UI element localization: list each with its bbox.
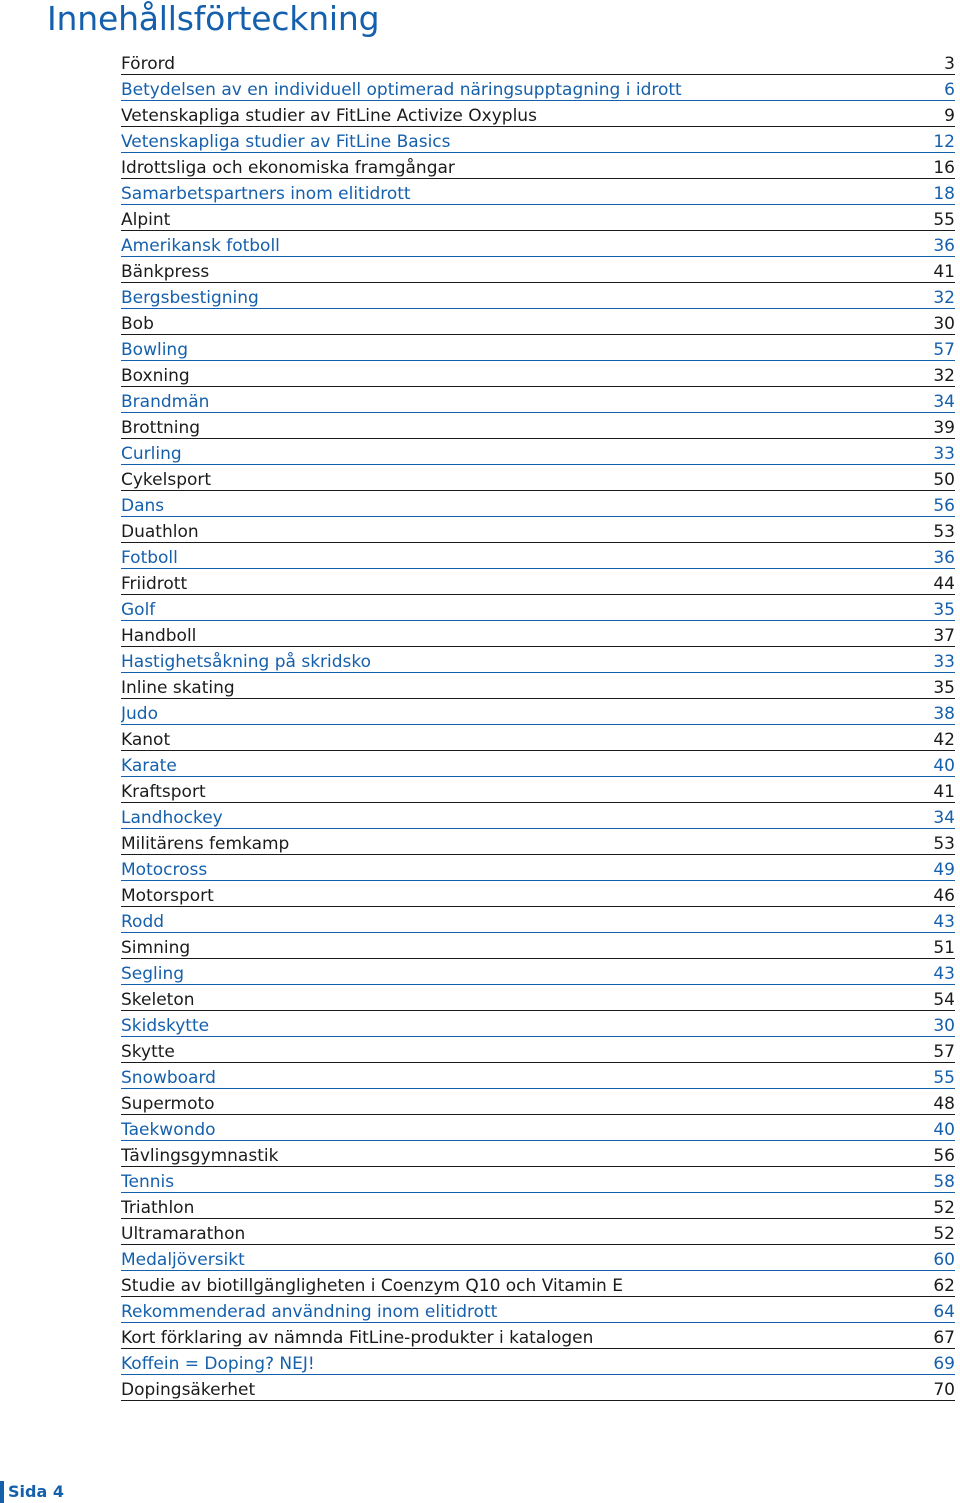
toc-entry[interactable] <box>121 1323 955 1349</box>
toc-entry-title: Bowling <box>121 340 188 360</box>
toc-entry[interactable] <box>121 907 955 933</box>
toc-entry[interactable] <box>121 1089 955 1115</box>
toc-entry-page-number: 46 <box>933 886 955 906</box>
toc-entry[interactable] <box>121 153 955 179</box>
toc-entry[interactable] <box>121 1167 955 1193</box>
toc-entry[interactable] <box>121 777 955 803</box>
toc-entry-page-number: 57 <box>933 1042 955 1062</box>
toc-entry-title: Karate <box>121 756 177 776</box>
toc-entry-title: Kanot <box>121 730 171 750</box>
toc-entry-title: Dopingsäkerhet <box>121 1380 256 1400</box>
toc-entry-title: Skeleton <box>121 990 195 1010</box>
toc-entry-page-number: 32 <box>933 288 955 308</box>
toc-entry-page-number: 55 <box>933 210 955 230</box>
toc-entry-title: Tennis <box>121 1172 175 1192</box>
toc-entry[interactable] <box>121 257 955 283</box>
toc-entry-page-number: 69 <box>933 1354 955 1374</box>
toc-entry-page-number: 56 <box>933 1146 955 1166</box>
toc-entry[interactable] <box>121 335 955 361</box>
toc-entry-title: Koffein = Doping? NEJ! <box>121 1354 315 1374</box>
toc-entry-page-number: 36 <box>933 548 955 568</box>
toc-entry-title: Förord <box>121 54 176 74</box>
toc-entry-page-number: 12 <box>933 132 955 152</box>
toc-entry[interactable] <box>121 829 955 855</box>
toc-entry-title: Idrottsliga och ekonomiska framgångar <box>121 158 455 178</box>
toc-entry[interactable] <box>121 517 955 543</box>
toc-entry-title: Brottning <box>121 418 201 438</box>
toc-entry-title: Militärens femkamp <box>121 834 290 854</box>
toc-entry[interactable] <box>121 933 955 959</box>
toc-entry[interactable] <box>121 1141 955 1167</box>
toc-entry-title: Cykelsport <box>121 470 212 490</box>
toc-entry[interactable] <box>121 1193 955 1219</box>
toc-entry-title: Handboll <box>121 626 197 646</box>
toc-entry-page-number: 56 <box>933 496 955 516</box>
toc-entry-page-number: 30 <box>933 1016 955 1036</box>
toc-entry-page-number: 55 <box>933 1068 955 1088</box>
toc-entry-title: Bob <box>121 314 154 334</box>
toc-entry-page-number: 16 <box>933 158 955 178</box>
toc-entry[interactable] <box>121 881 955 907</box>
toc-entry-page-number: 6 <box>944 80 955 100</box>
footer-accent-bar <box>0 1481 4 1503</box>
toc-entry-page-number: 60 <box>933 1250 955 1270</box>
toc-entry-page-number: 51 <box>933 938 955 958</box>
page-title: Innehållsförteckning <box>47 0 380 38</box>
toc-entry-page-number: 70 <box>933 1380 955 1400</box>
toc-entry-page-number: 52 <box>933 1198 955 1218</box>
toc-entry-title: Amerikansk fotboll <box>121 236 280 256</box>
toc-entry[interactable] <box>121 595 955 621</box>
toc-entry[interactable] <box>121 127 955 153</box>
toc-entry-page-number: 3 <box>944 54 955 74</box>
toc-entry-title: Segling <box>121 964 185 984</box>
toc-entry-title: Skytte <box>121 1042 175 1062</box>
toc-entry-title: Medaljöversikt <box>121 1250 245 1270</box>
toc-entry-page-number: 44 <box>933 574 955 594</box>
toc-entry[interactable] <box>121 491 955 517</box>
toc-entry[interactable] <box>121 725 955 751</box>
toc-entry-title: Rekommenderad användning inom elitidrott <box>121 1302 498 1322</box>
toc-entry-title: Duathlon <box>121 522 199 542</box>
toc-entry-title: Motocross <box>121 860 208 880</box>
toc-entry-page-number: 33 <box>933 444 955 464</box>
toc-entry-page-number: 36 <box>933 236 955 256</box>
toc-entry-page-number: 48 <box>933 1094 955 1114</box>
toc-entry-page-number: 67 <box>933 1328 955 1348</box>
toc-entry[interactable] <box>121 413 955 439</box>
toc-entry-page-number: 39 <box>933 418 955 438</box>
toc-entry[interactable] <box>121 647 955 673</box>
toc-entry-title: Friidrott <box>121 574 188 594</box>
toc-entry-page-number: 57 <box>933 340 955 360</box>
toc-entry[interactable] <box>121 673 955 699</box>
toc-entry[interactable] <box>121 283 955 309</box>
toc-entry-page-number: 52 <box>933 1224 955 1244</box>
toc-entry-title: Taekwondo <box>121 1120 216 1140</box>
toc-entry[interactable] <box>121 1245 955 1271</box>
toc-entry-page-number: 30 <box>933 314 955 334</box>
toc-entry[interactable] <box>121 179 955 205</box>
toc-entry-title: Curling <box>121 444 182 464</box>
toc-entry[interactable] <box>121 569 955 595</box>
toc-entry[interactable] <box>121 1037 955 1063</box>
toc-entry-title: Landhockey <box>121 808 223 828</box>
toc-entry[interactable] <box>121 1271 955 1297</box>
toc-entry[interactable] <box>121 205 955 231</box>
toc-entry[interactable] <box>121 309 955 335</box>
toc-entry[interactable] <box>121 1349 955 1375</box>
toc-entry-title: Brandmän <box>121 392 210 412</box>
toc-entry-title: Boxning <box>121 366 190 386</box>
toc-entry-page-number: 53 <box>933 834 955 854</box>
toc-entry-title: Dans <box>121 496 165 516</box>
toc-entry[interactable] <box>121 803 955 829</box>
toc-entry-title: Golf <box>121 600 156 620</box>
toc-entry-title: Supermoto <box>121 1094 215 1114</box>
toc-entry-title: Judo <box>121 704 158 724</box>
toc-entry-page-number: 62 <box>933 1276 955 1296</box>
toc-entry[interactable] <box>121 1219 955 1245</box>
toc-entry-title: Hastighetsåkning på skridsko <box>121 652 372 672</box>
toc-entry-title: Vetenskapliga studier av FitLine Activize Oxyplus <box>121 106 537 126</box>
toc-entry[interactable] <box>121 699 955 725</box>
toc-entry-page-number: 41 <box>933 262 955 282</box>
toc-entry-title: Motorsport <box>121 886 214 906</box>
toc-entry[interactable] <box>121 1297 955 1323</box>
toc-entry-title: Samarbetspartners inom elitidrott <box>121 184 411 204</box>
toc-entry-title: Alpint <box>121 210 171 230</box>
toc-entry-page-number: 53 <box>933 522 955 542</box>
toc-entry-page-number: 34 <box>933 392 955 412</box>
toc-entry[interactable] <box>121 1115 955 1141</box>
toc-entry[interactable] <box>121 751 955 777</box>
toc-entry-title: Fotboll <box>121 548 178 568</box>
toc-entry-title: Skidskytte <box>121 1016 210 1036</box>
toc-entry-title: Snowboard <box>121 1068 216 1088</box>
toc-entry-page-number: 64 <box>933 1302 955 1322</box>
toc-entry[interactable] <box>121 543 955 569</box>
toc-entry[interactable] <box>121 231 955 257</box>
toc-entry-title: Tävlingsgymnastik <box>121 1146 279 1166</box>
toc-entry-title: Inline skating <box>121 678 235 698</box>
toc-entry[interactable] <box>121 959 955 985</box>
toc-entry[interactable] <box>121 49 955 75</box>
toc-entry-title: Betydelsen av en individuell optimerad näringsupptagning i idrott <box>121 80 682 100</box>
table-of-contents <box>121 49 955 1401</box>
toc-entry-page-number: 49 <box>933 860 955 880</box>
toc-entry-title: Bergsbestigning <box>121 288 259 308</box>
toc-entry[interactable] <box>121 855 955 881</box>
toc-entry[interactable] <box>121 1063 955 1089</box>
toc-entry-title: Studie av biotillgängligheten i Coenzym Q10 och Vitamin E <box>121 1276 623 1296</box>
toc-entry-page-number: 58 <box>933 1172 955 1192</box>
toc-entry-page-number: 41 <box>933 782 955 802</box>
toc-entry-title: Kort förklaring av nämnda FitLine-produkter i katalogen <box>121 1328 594 1348</box>
toc-entry-title: Triathlon <box>121 1198 195 1218</box>
toc-entry[interactable] <box>121 361 955 387</box>
toc-entry[interactable] <box>121 387 955 413</box>
toc-entry[interactable] <box>121 1375 955 1401</box>
toc-entry-page-number: 33 <box>933 652 955 672</box>
toc-entry[interactable] <box>121 985 955 1011</box>
toc-entry-page-number: 34 <box>933 808 955 828</box>
toc-entry-title: Kraftsport <box>121 782 206 802</box>
toc-entry[interactable] <box>121 1011 955 1037</box>
toc-entry[interactable] <box>121 75 955 101</box>
toc-entry-page-number: 50 <box>933 470 955 490</box>
toc-entry-page-number: 40 <box>933 1120 955 1140</box>
toc-entry[interactable] <box>121 465 955 491</box>
toc-entry[interactable] <box>121 101 955 127</box>
toc-entry-page-number: 54 <box>933 990 955 1010</box>
toc-entry-page-number: 42 <box>933 730 955 750</box>
toc-entry-page-number: 9 <box>944 106 955 126</box>
toc-entry[interactable] <box>121 439 955 465</box>
toc-entry-page-number: 38 <box>933 704 955 724</box>
toc-entry-page-number: 18 <box>933 184 955 204</box>
toc-entry-title: Vetenskapliga studier av FitLine Basics <box>121 132 451 152</box>
toc-entry-title: Rodd <box>121 912 165 932</box>
toc-entry-page-number: 35 <box>933 600 955 620</box>
page-number-label: Sida 4 <box>8 1482 64 1501</box>
toc-entry-title: Simning <box>121 938 191 958</box>
toc-entry-page-number: 40 <box>933 756 955 776</box>
toc-entry-page-number: 43 <box>933 964 955 984</box>
toc-entry-page-number: 43 <box>933 912 955 932</box>
toc-entry-page-number: 32 <box>933 366 955 386</box>
toc-entry-title: Bänkpress <box>121 262 210 282</box>
toc-entry[interactable] <box>121 621 955 647</box>
toc-entry-page-number: 37 <box>933 626 955 646</box>
toc-entry-title: Ultramarathon <box>121 1224 246 1244</box>
toc-entry-page-number: 35 <box>933 678 955 698</box>
